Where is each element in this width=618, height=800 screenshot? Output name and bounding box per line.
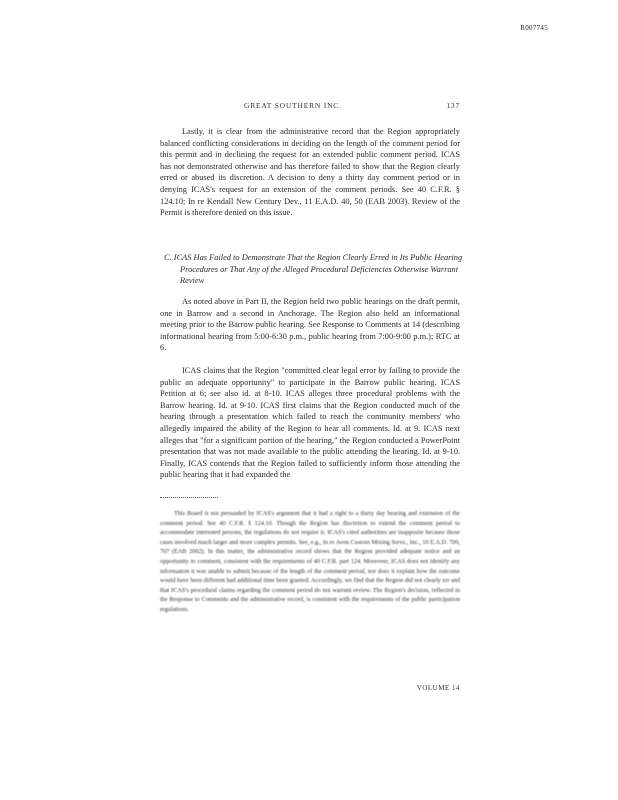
footnote-divider — [160, 497, 218, 498]
volume-marker: VOLUME 14 — [416, 684, 460, 692]
running-head-title: GREAT SOUTHERN INC. — [244, 101, 342, 110]
paragraph-comment-period — [160, 126, 460, 219]
paragraph-icas-claims — [160, 365, 460, 481]
bates-number: R007745 — [520, 24, 548, 32]
page-number: 137 — [446, 101, 460, 110]
paragraph-text: ICAS claims that the Region "committed clear legal error by failing to provide the public an adequate opportunity" to participate in the Barrow public hearing. ICAS Petition at 6; see also id. at 8-10. ICAS alleges three procedural problems with the Barrow hearing. Id. at 9-10. ICAS first claims that the Region conducted much of the hearing through a presentation which failed to reach the community members' who allegedly impaired the ability of the Region to hear all comments. Id. at 9. ICAS next alleges that "for a significant portion of the hearing," the Region conducted a PowerPoint presentation that was not made available to the public attending the hearing. Id. at 9-10. Finally, ICAS contends that the Region failed to sufficiently inform those attending the public hearing that it had expanded the — [160, 366, 460, 480]
footnote-text: This Board is not persuaded by ICAS's argument that it had a right to a thirty day hearing and extension of the comment period. See 40 C.F.R. § 124.10. Though the Region has discretion to extend the comment period to accommodate interested persons, the regulations do not require it. ICAS's cited authorities are inapposite because those cases involved much larger and more complex permits. See, e.g., In re Avon Custom Mixing Servs., Inc., 10 E.A.D. 700, 707 (EAB 2002). In this matter, the administrative record shows that the Region provided adequate notice and an opportunity to comment, consistent with the requirements of 40 C.F.R. part 124. Moreover, ICAS does not identify any information it was unable to submit because of the length of the comment period, nor does it explain how the outcome would have been different had additional time been granted. Accordingly, we find that the Region did not clearly err and that ICAS's procedural claims regarding the comment period do not warrant review. The Region's decision, reflected in the Response to Comments and the administrative record, is consistent with the requirements of the public participation regulations. — [160, 510, 460, 613]
footnote — [160, 509, 460, 615]
paragraph-public-hearings — [160, 296, 460, 354]
section-heading: C. ICAS Has Failed to Demonstrate That the Region Clearly Erred in Its Public Hearing Procedures or That Any of the Alleged Procedural Deficiencies Otherwise Warrant Review — [164, 253, 463, 286]
paragraph-text: Lastly, it is clear from the administrative record that the Region appropriately balanced conflicting considerations in deciding on the length of the comment period for this permit and in declining the request for an extended public comment period. ICAS has not demonstrated otherwise and has therefore failed to show that the Region clearly erred or abused its discretion. A decision to deny a thirty day comment period or in denying ICAS's request for an extension of the comment periods. See 40 C.F.R. § 124.10; In re Kendall New Century Dev., 11 E.A.D. 40, 50 (EAB 2003). Review of the Permit is therefore denied on this issue. — [160, 127, 460, 218]
paragraph-text: As noted above in Part II, the Region held two public hearings on the draft permit, one in Barrow and a second in Anchorage. The Region also held an informational meeting prior to the Barrow public hearing. See Response to Comments at 14 (describing informational hearing from 5:00-6:30 p.m., public hearing from 7:00-9:00 p.m.); RTC at 6. — [160, 297, 460, 353]
